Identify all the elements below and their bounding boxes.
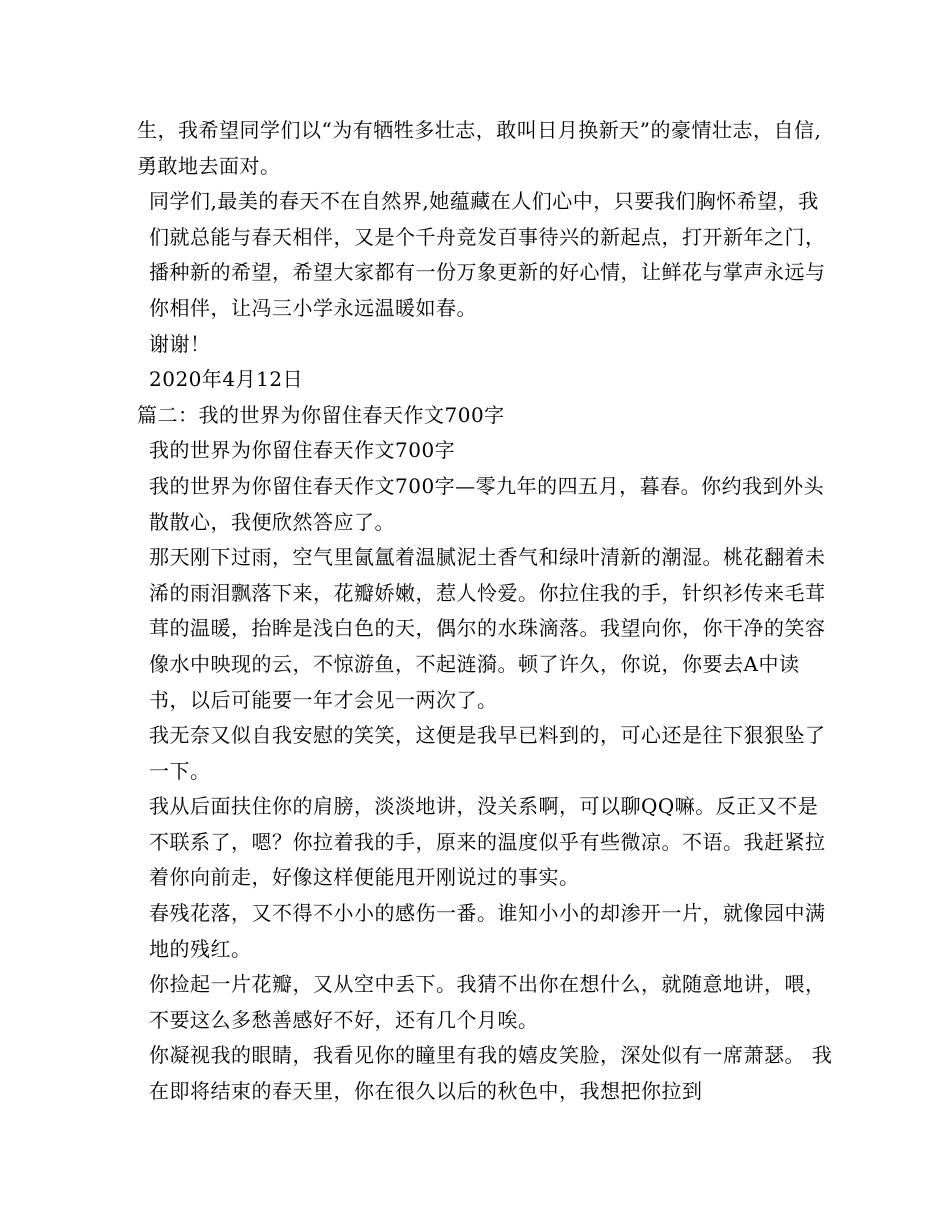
- essay-title: 我的世界为你留住春天作文700字: [149, 438, 456, 463]
- paragraph-3: 谢谢！: [149, 331, 211, 356]
- section-heading: 篇二：我的世界为你留住春天作文700字: [137, 402, 505, 427]
- paragraph-7: 我的世界为你留住春天作文700字—零九年的四五月，暮春。你约我到外头散散心，我便欣然答应了。: [149, 473, 825, 534]
- date-line: 2020年4月12日: [149, 367, 304, 392]
- paragraph-8: 那天刚下过雨，空气里氤氲着温腻泥土香气和绿叶清新的潮湿。桃花翻着未浠的雨泪飘落下来，花瓣娇嫩，惹人怜爱。你拉住我的手，针织衫传来毛茸茸的温暖，抬眸是浅白色的天，偶尔的水珠滴落。我望向你，你干净的笑容像水中映现的云，不惊游鱼，不起涟漪。顿了许久，你说，你要去A中读书，以后可能要一年才会见一两次了。: [149, 545, 826, 712]
- paragraph-11: 春残花落，又不得不小小的感伤一番。谁知小小的却渗开一片，就像园中满地的残红。: [149, 901, 826, 961]
- paragraph-9: 我无奈又似自我安慰的笑笑，这便是我早已料到的，可心还是往下狠狠坠了一下。: [149, 723, 826, 783]
- paragraph-13: 你凝视我的眼睛，我看见你的瞳里有我的嬉皮笑脸，深处似有一席萧瑟。 我在即将结束的春天里，你在很久以后的秋色中，我想把你拉到: [149, 1043, 833, 1104]
- paragraph-2: 同学们,最美的春天不在自然界,她蕴藏在人们心中，只要我们胸怀希望，我们就总能与春天相伴，又是个千舟竞发百事待兴的新起点，打开新年之门，播种新的希望，希望大家都有一份万象更新的好心情，让鲜花与掌声永远与你相伴，让冯三小学永远温暖如春。: [149, 189, 826, 320]
- paragraph-1: 生，我希望同学们以“为有牺牲多壮志，敢叫日月换新天”的豪情壮志，自信,勇敢地去面对。: [137, 118, 822, 178]
- paragraph-12: 你捡起一片花瓣，又从空中丢下。我猜不出你在想什么，就随意地讲，喂，不要这么多愁善感好不好，还有几个月唉。: [149, 972, 826, 1032]
- document-body: [137, 113, 833, 1110]
- paragraph-10: 我从后面扶住你的肩膀，淡淡地讲，没关系啊，可以聊QQ嘛。反正又不是不联系了，嗯？你拉着我的手，原来的温度似乎有些微凉。不语。我赶紧拉着你向前走，好像这样便能甩开刚说过的事实。: [149, 794, 826, 890]
